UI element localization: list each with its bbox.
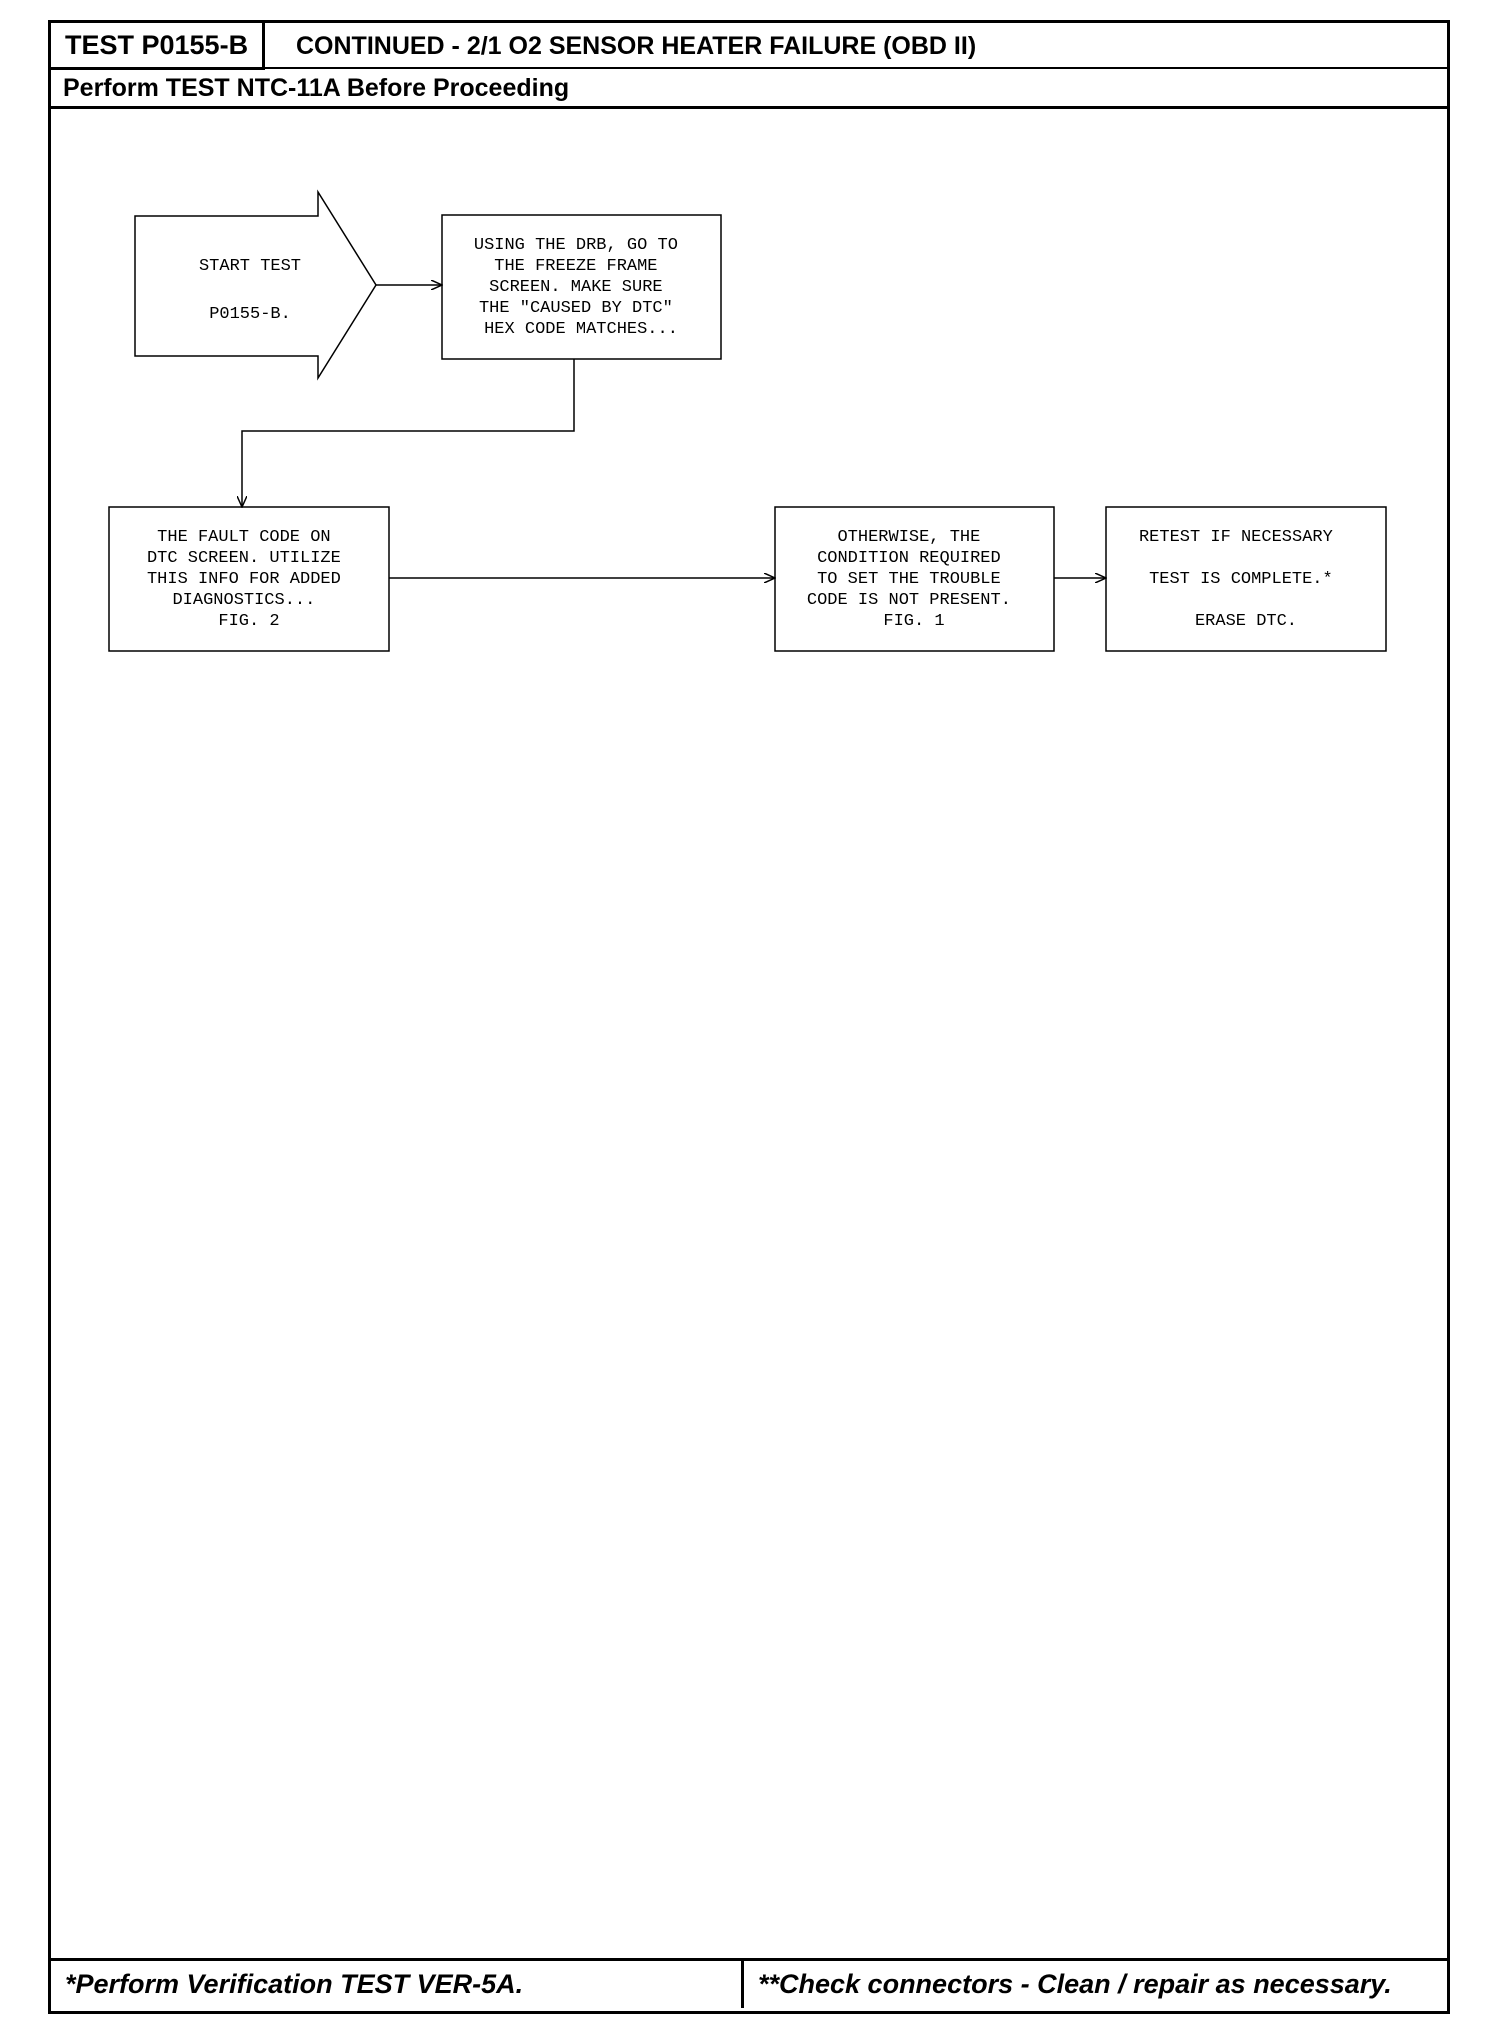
page-title: CONTINUED - 2/1 O2 SENSOR HEATER FAILURE (OBD II) (296, 32, 977, 60)
step2-line: DTC SCREEN. UTILIZE (146, 549, 341, 568)
step1-line: USING THE DRB, GO TO (473, 236, 678, 255)
step1-line: SCREEN. MAKE SURE (489, 278, 663, 297)
footer-note-right: **Check connectors - Clean / repair as necessary. (741, 1961, 1392, 2008)
start-text-line2: P0155-B. (209, 305, 291, 324)
step1-text (474, 236, 688, 339)
step4-line: TEST IS COMPLETE.* (1149, 570, 1333, 589)
test-id: TEST P0155-B (51, 23, 265, 70)
step1-line: HEX CODE MATCHES... (484, 320, 678, 339)
step3-line: CODE IS NOT PRESENT. (806, 591, 1011, 610)
step1-line: THE FREEZE FRAME (494, 257, 658, 276)
start-shape (135, 192, 376, 378)
step2-line: DIAGNOSTICS... (172, 591, 316, 610)
step3-line: OTHERWISE, THE (837, 528, 981, 547)
step3-line: CONDITION REQUIRED (817, 549, 1001, 568)
step4-line: RETEST IF NECESSARY (1138, 528, 1333, 547)
footer-note-left: *Perform Verification TEST VER-5A. (65, 1969, 524, 1999)
step4-line: ERASE DTC. (1194, 612, 1298, 631)
step3-line: TO SET THE TROUBLE (817, 570, 1001, 589)
arrow-step1-to-step2 (242, 359, 574, 507)
start-text-line1: START TEST (198, 257, 302, 276)
step1-line: THE "CAUSED BY DTC" (478, 299, 673, 318)
step3-line: FIG. 1 (883, 612, 945, 631)
step2-line: THIS INFO FOR ADDED (146, 570, 341, 589)
step2-line: THE FAULT CODE ON (157, 528, 331, 547)
step2-line: FIG. 2 (218, 612, 280, 631)
subtitle: Perform TEST NTC-11A Before Proceeding (51, 67, 1447, 109)
